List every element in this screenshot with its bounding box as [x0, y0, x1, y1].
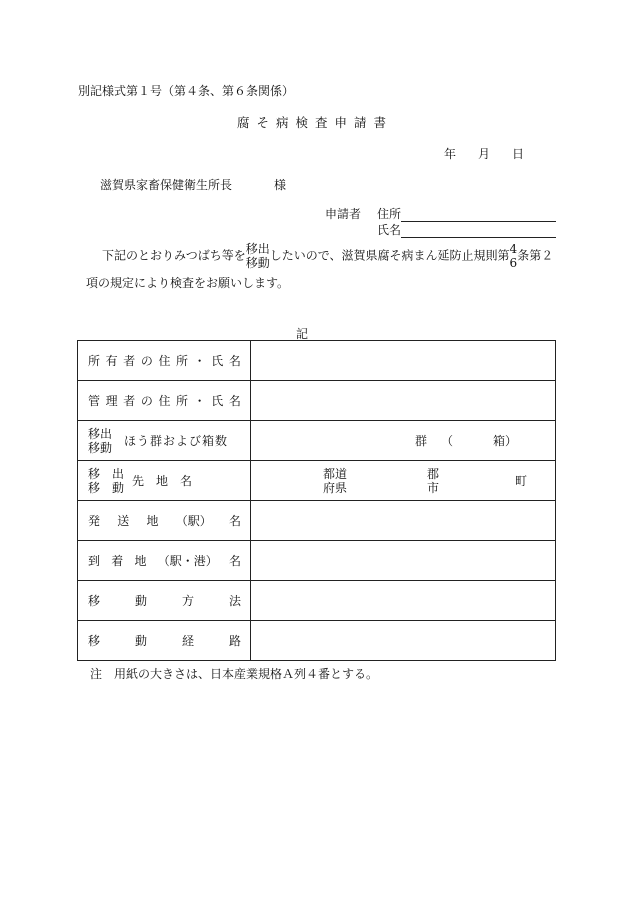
- move-type-export: 移出: [245, 242, 270, 256]
- route-label-cell: [78, 621, 251, 661]
- move-type-move: 移動: [245, 256, 270, 270]
- move-type-stack: [246, 242, 270, 270]
- request-text-part1: 下記のとおりみつばち等を: [102, 248, 246, 263]
- table-row: [78, 341, 556, 381]
- date-month: 月: [478, 147, 491, 161]
- article-6: 6: [509, 256, 518, 270]
- table-row: [78, 621, 556, 661]
- name-field[interactable]: [401, 223, 556, 238]
- shipping-label-char: 地: [146, 514, 159, 528]
- table-row: [78, 381, 556, 421]
- arrival-label-char: （駅・港）: [157, 554, 218, 568]
- colonies-label-cell: [78, 421, 251, 461]
- destination-value-cell[interactable]: [251, 461, 556, 501]
- date-day: 日: [512, 147, 525, 161]
- district-label: 郡: [427, 466, 440, 481]
- table-row: [78, 581, 556, 621]
- city-label: 市: [427, 480, 440, 495]
- manager-label-char: 名: [228, 394, 241, 408]
- form-number: 別記様式第１号（第４条、第６条関係）: [78, 84, 295, 98]
- request-text-part2: したいので、滋賀県腐そ病まん延防止規則第: [269, 248, 510, 263]
- arrival-label-char: 地: [134, 554, 147, 568]
- addressee: [100, 176, 286, 193]
- colonies-move: 移動: [88, 440, 113, 455]
- manager-label-char: ・: [193, 394, 206, 408]
- method-label-char: 法: [228, 594, 241, 608]
- method-label-char: 移: [88, 594, 101, 608]
- addressee-name: 滋賀県家畜保健衛生所長: [100, 178, 233, 192]
- request-text-part3: 条第２: [517, 248, 554, 263]
- owner-label-char: 氏: [211, 354, 224, 368]
- prefecture-bottom: 府県: [323, 480, 348, 495]
- owner-value-cell[interactable]: [251, 341, 556, 381]
- owner-label-char: ・: [193, 354, 206, 368]
- manager-label-char: の: [140, 394, 153, 408]
- document-title: 腐そ病検査申請書: [236, 115, 393, 130]
- manager-label-char: 氏: [211, 394, 224, 408]
- route-label-char: 経: [181, 634, 194, 648]
- colonies-value-cell[interactable]: [251, 421, 556, 461]
- route-label-char: 移: [88, 634, 101, 648]
- applicant-name-line: [377, 221, 556, 238]
- manager-label-cell: [78, 381, 251, 421]
- owner-label-char: の: [140, 354, 153, 368]
- applicant-label: 申請者: [325, 207, 362, 221]
- manager-label-char: 管: [88, 394, 101, 408]
- arrival-value-cell[interactable]: [251, 541, 556, 581]
- owner-label-char: 有: [105, 354, 118, 368]
- table-row: [78, 541, 556, 581]
- town-label: 町: [515, 474, 528, 488]
- arrival-label-char: 到: [88, 554, 101, 568]
- destination-move: 移 動: [88, 480, 125, 495]
- method-label-cell: [78, 581, 251, 621]
- owner-label-char: 所: [176, 354, 189, 368]
- hako-label: 箱）: [493, 434, 518, 448]
- manager-label-char: 者: [123, 394, 136, 408]
- arrival-label-char: 着: [111, 554, 124, 568]
- route-label-char: 路: [228, 634, 241, 648]
- route-value-cell[interactable]: [251, 621, 556, 661]
- destination-label-cell: [78, 461, 251, 501]
- shipping-label-char: 名: [228, 514, 241, 528]
- prefecture-stack: [323, 467, 347, 495]
- owner-label-char: 者: [123, 354, 136, 368]
- manager-label-char: 理: [105, 394, 118, 408]
- applicant-address-line: [325, 205, 556, 222]
- colonies-export: 移出: [88, 426, 113, 441]
- owner-label-char: 所: [88, 354, 101, 368]
- paren-open: （: [441, 434, 454, 448]
- address-field[interactable]: [401, 207, 556, 222]
- route-label-char: 動: [134, 634, 147, 648]
- shipping-label-char: 送: [117, 514, 130, 528]
- date-year: 年: [444, 147, 457, 161]
- manager-label-char: 住: [158, 394, 171, 408]
- owner-label-cell: [78, 341, 251, 381]
- colonies-label: ほう群および箱数: [124, 434, 229, 448]
- shipping-label-char: （駅）: [175, 514, 212, 528]
- name-label: 氏名: [377, 223, 402, 237]
- date-line: [444, 145, 524, 162]
- owner-label-char: 名: [228, 354, 241, 368]
- table-row: [78, 461, 556, 501]
- request-text-line2: 項の規定により検査をお願いします。: [86, 276, 290, 290]
- article-4: 4: [509, 242, 518, 256]
- arrival-label-cell: [78, 541, 251, 581]
- method-label-char: 動: [134, 594, 147, 608]
- destination-export: 移 出: [88, 466, 125, 481]
- ki-heading: 記: [296, 327, 309, 341]
- gun-label: 群: [415, 434, 428, 448]
- arrival-label-char: 名: [228, 554, 241, 568]
- paper-size-note: 注 用紙の大きさは、日本産業規格Ａ列４番とする。: [90, 667, 379, 681]
- destination-label: 先 地 名: [132, 474, 193, 488]
- colonies-move-type-stack: [88, 427, 112, 455]
- table-row: [78, 421, 556, 461]
- request-text: [86, 242, 556, 290]
- method-label-char: 方: [181, 594, 194, 608]
- destination-move-type-stack: [88, 467, 124, 495]
- shipping-label-cell: [78, 501, 251, 541]
- manager-label-char: 所: [176, 394, 189, 408]
- shipping-label-char: 発: [88, 514, 101, 528]
- method-value-cell[interactable]: [251, 581, 556, 621]
- shipping-value-cell[interactable]: [251, 501, 556, 541]
- table-row: [78, 501, 556, 541]
- inspection-table: [77, 340, 556, 661]
- addressee-honorific: 様: [274, 178, 287, 192]
- owner-label-char: 住: [158, 354, 171, 368]
- manager-value-cell[interactable]: [251, 381, 556, 421]
- prefecture-top: 都道: [323, 466, 348, 481]
- district-city-stack: [427, 467, 439, 495]
- address-label: 住所: [377, 207, 402, 221]
